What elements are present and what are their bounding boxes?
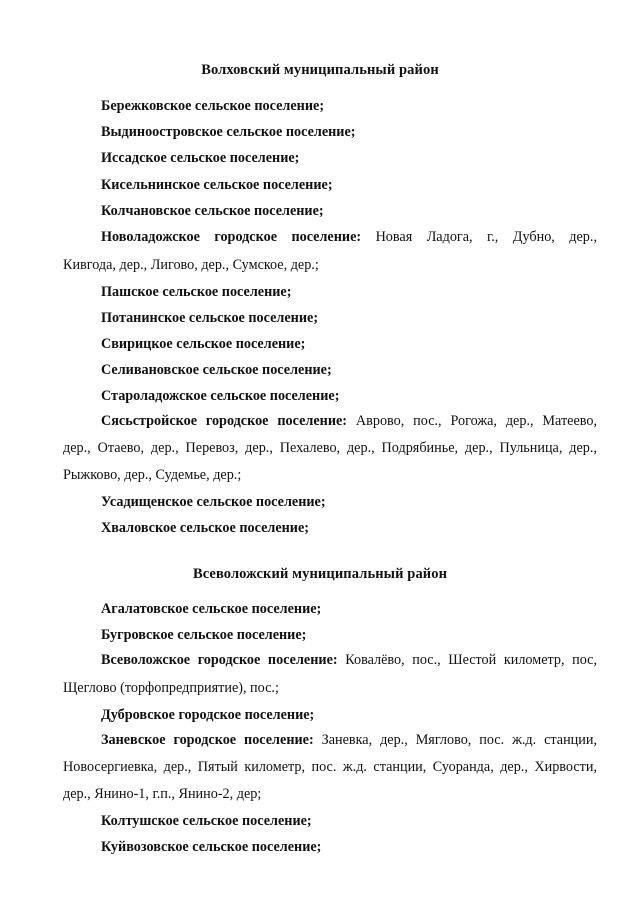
settlement-places: Заневка, дер., Мяглово, пос. ж.д. станции, [321,732,598,748]
zanev-line-1 [101,732,597,749]
list-item: Куйвозовское сельское поселение; [101,839,322,855]
list-item: Иссадское сельское поселение; [101,150,300,166]
settlement-places: Новосергиевка, дер., Пятый километр, пос. ж.д. станции, Суоранда, дер., Хирвости, [63,759,597,775]
list-item: Выдиноостровское сельское поселение; [101,124,356,140]
list-item: Селивановское сельское поселение; [101,362,332,378]
settlement-places: дер., Отаево, дер., Перевоз, дер., Пехалево, дер., Подрябинье, дер., Пульница, дер., [63,440,597,456]
settlement-places: Новая Ладога, г., Дубно, дер., [375,229,597,245]
list-item: Бугровское сельское поселение; [101,627,307,643]
list-item: Кисельнинское сельское поселение; [101,177,333,193]
list-item: Свирицкое сельское поселение; [101,336,306,352]
zanev-line-3: дер., Янино-1, г.п., Янино-2, дер; [63,786,262,802]
list-item: Агалатовское сельское поселение; [101,601,322,617]
settlement-places: Аврово, пос., Рогожа, дер., Матеево, [355,413,598,429]
syas-line-1 [101,413,597,430]
list-item: Хваловское сельское поселение; [101,520,309,536]
settlement-name: Заневское городское поселение: [101,732,314,748]
syas-line-2 [63,440,597,457]
list-item: Колтушское сельское поселение; [101,813,312,829]
list-item: Усадищенское сельское поселение; [101,494,326,510]
vsev-line-1 [101,652,597,669]
settlement-name: Новоладожское городское поселение: [101,229,362,245]
list-item: Бережковское сельское поселение; [101,98,325,114]
settlement-name: Всеволожское городское поселение: [101,652,338,668]
vsev-line-2: Щеглово (торфопредприятие), пос.; [63,680,279,696]
list-item: Колчановское сельское поселение; [101,203,324,219]
section-title-vsevolozhsk: Всеволожский муниципальный район [192,566,448,582]
settlement-name: Сясьстройское городское поселение: [101,413,348,429]
zanev-line-2 [63,759,597,776]
syas-line-3: Рыжково, дер., Судемье, дер.; [63,467,242,483]
list-item: Пашское сельское поселение; [101,284,292,300]
list-item: Дубровское городское поселение; [101,707,315,723]
section-title-volkhov: Волховский муниципальный район [201,62,439,78]
settlement-places: Ковалёво, пос., Шестой километр, пос, [345,652,598,668]
novoladoga-line-1 [101,229,597,246]
novoladoga-line-2: Кивгода, дер., Лигово, дер., Сумское, дер.; [63,257,319,273]
list-item: Староладожское сельское поселение; [101,388,340,404]
list-item: Потанинское сельское поселение; [101,310,319,326]
